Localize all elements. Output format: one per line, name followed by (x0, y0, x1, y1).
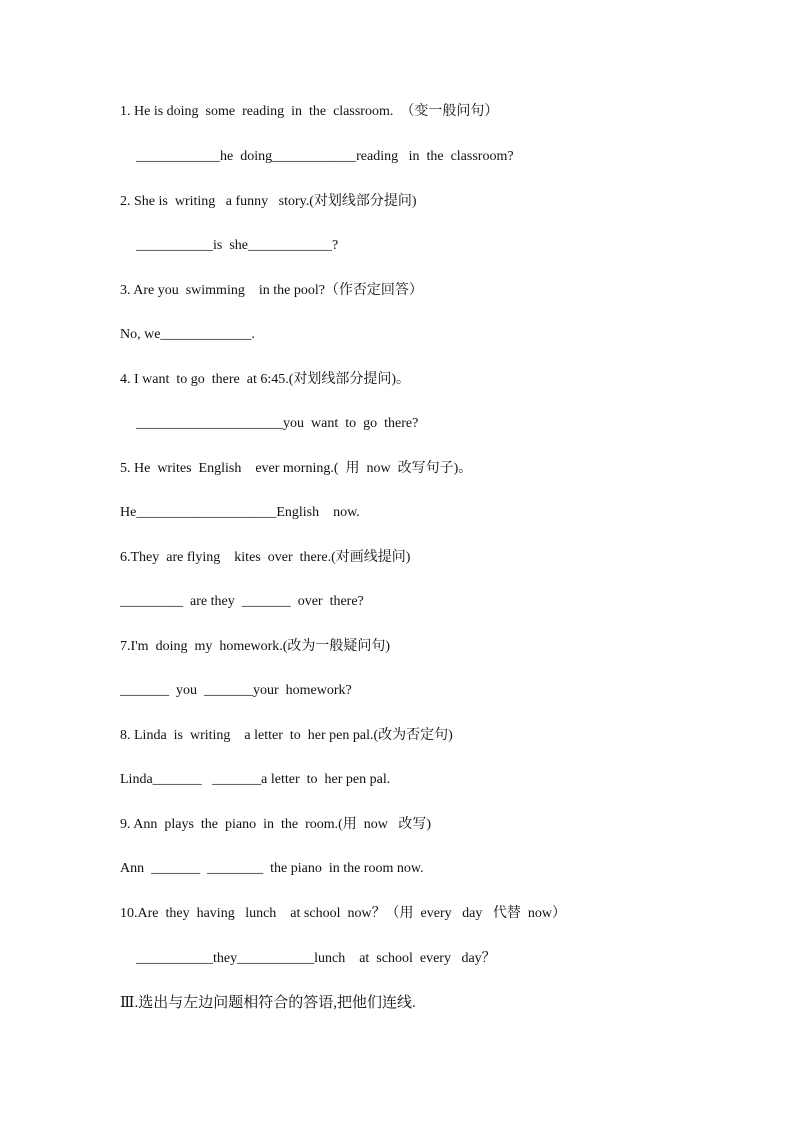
question-9: 9. Ann plays the piano in the room.(用 now 改写) (120, 817, 432, 832)
question-7: 7.I'm doing my homework.(改为一般疑问句) (120, 639, 391, 654)
question-8: 8. Linda is writing a letter to her pen pal.(改为否定句) (120, 728, 453, 743)
question-2: 2. She is writing a funny story.(对划线部分提问) (120, 194, 417, 209)
answer-6: _________ are they _______ over there? (120, 594, 364, 609)
answer-7: _______ you _______your homework? (120, 683, 352, 698)
answer-8: Linda_______ _______a letter to her pen pal. (120, 772, 391, 787)
section-heading: Ⅲ.选出与左边问题相符合的答语,把他们连线. (120, 995, 416, 1011)
question-5: 5. He writes English ever morning.( 用 now 改写句子)。 (120, 461, 473, 476)
answer-1: ____________he doing____________reading in the classroom? (136, 149, 514, 164)
answer-4: _____________________you want to go there? (136, 416, 419, 431)
question-4: 4. I want to go there at 6:45.(对划线部分提问)。 (120, 372, 411, 387)
answer-5: He____________________English now. (120, 505, 360, 520)
answer-9: Ann _______ ________ the piano in the room now. (120, 861, 424, 876)
answer-2: ___________is she____________? (136, 238, 339, 253)
question-6: 6.They are flying kites over there.(对画线提问) (120, 550, 411, 565)
question-10: 10.Are they having lunch at school now？（用 every day 代替 now） (120, 906, 566, 921)
answer-10: ___________they___________lunch at school every day？ (136, 951, 496, 966)
question-3: 3. Are you swimming in the pool?（作否定回答） (120, 283, 423, 298)
question-1: 1. He is doing some reading in the classroom. （变一般问句） (120, 104, 499, 119)
answer-3: No, we_____________. (120, 327, 255, 342)
